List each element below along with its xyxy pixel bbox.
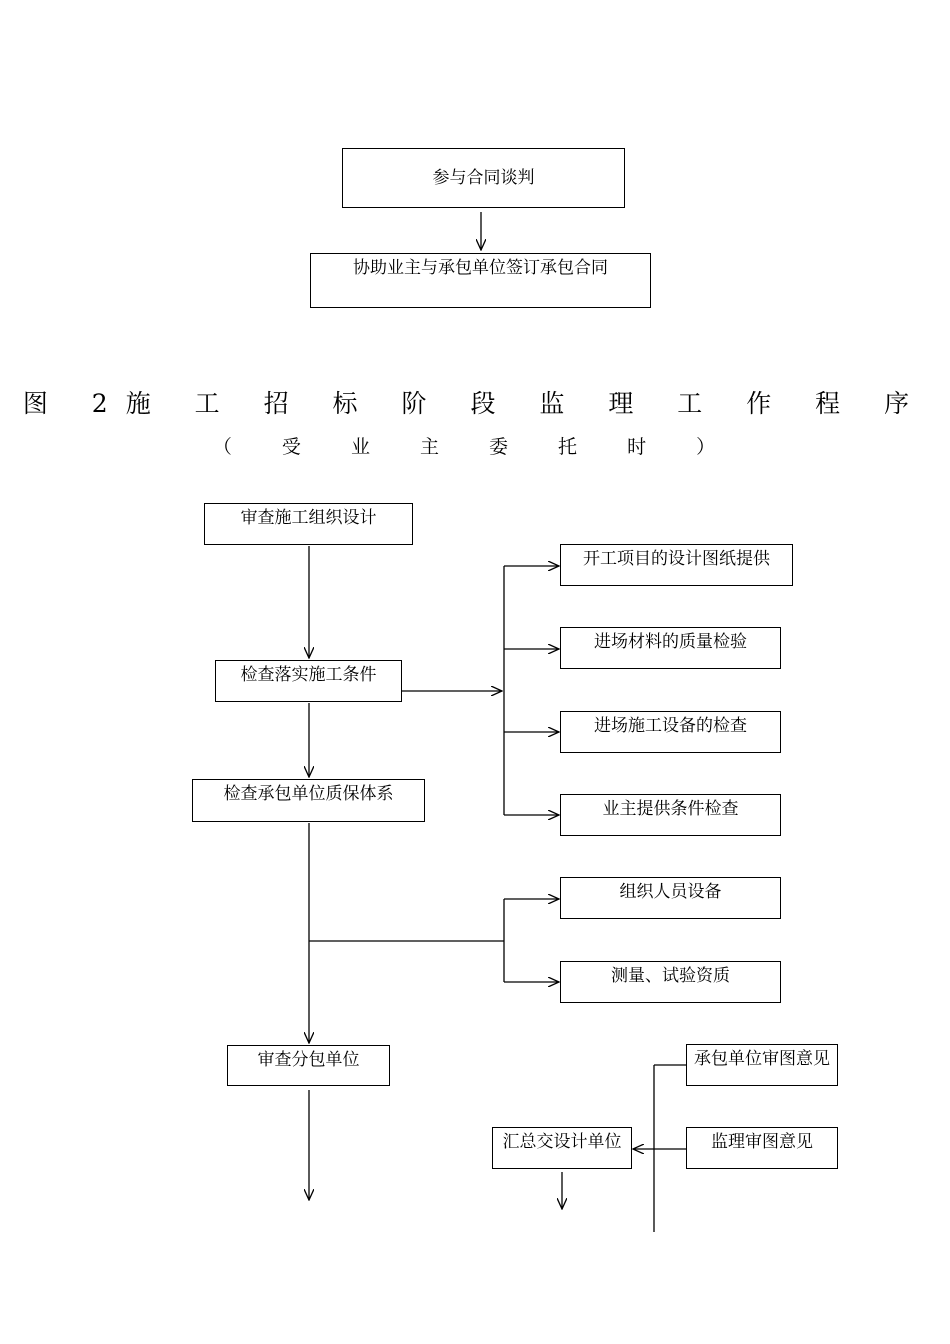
sign-contract-box — [310, 253, 651, 308]
supervisor-opinion-box — [686, 1127, 838, 1169]
summary-label: 汇总交设计单位 — [502, 1132, 622, 1152]
check-conditions-box — [215, 660, 402, 702]
owner-conditions-label: 业主提供条件检查 — [602, 799, 739, 819]
review-subcontractor-box — [227, 1045, 390, 1086]
owner-conditions-box — [560, 794, 781, 836]
figure-title: 图 2施 工 招 标 阶 段 监 理 工 作 程 序 — [22, 389, 928, 418]
review-design-box — [204, 503, 413, 545]
contractor-opinion-label: 承包单位审图意见 — [694, 1049, 830, 1069]
material-inspection-box — [560, 627, 781, 669]
supervisor-opinion-label: 监理审图意见 — [711, 1132, 813, 1152]
personnel-equipment-label: 组织人员设备 — [619, 882, 722, 902]
check-conditions-label: 检查落实施工条件 — [240, 665, 377, 685]
review-design-label: 审查施工组织设计 — [240, 508, 377, 528]
sign-contract-label: 协助业主与承包单位签订承包合同 — [353, 258, 608, 278]
figure-subtitle: （ 受 业 主 委 托 时 ） — [212, 436, 738, 458]
equipment-inspection-label: 进场施工设备的检查 — [594, 716, 747, 736]
summary-box — [492, 1127, 632, 1169]
personnel-equipment-box — [560, 877, 781, 919]
negotiation-label: 参与合同谈判 — [432, 167, 535, 188]
test-qualification-label: 测量、试验资质 — [611, 966, 730, 986]
check-quality-system-label: 检查承包单位质保体系 — [223, 784, 394, 804]
design-drawings-label: 开工项目的设计图纸提供 — [583, 549, 770, 569]
contractor-opinion-box — [686, 1044, 838, 1086]
design-drawings-box — [560, 544, 793, 586]
equipment-inspection-box — [560, 711, 781, 753]
material-inspection-label: 进场材料的质量检验 — [594, 632, 747, 652]
test-qualification-box — [560, 961, 781, 1003]
check-quality-system-box — [192, 779, 425, 822]
negotiation-box — [342, 148, 625, 208]
review-subcontractor-label: 审查分包单位 — [257, 1050, 360, 1070]
